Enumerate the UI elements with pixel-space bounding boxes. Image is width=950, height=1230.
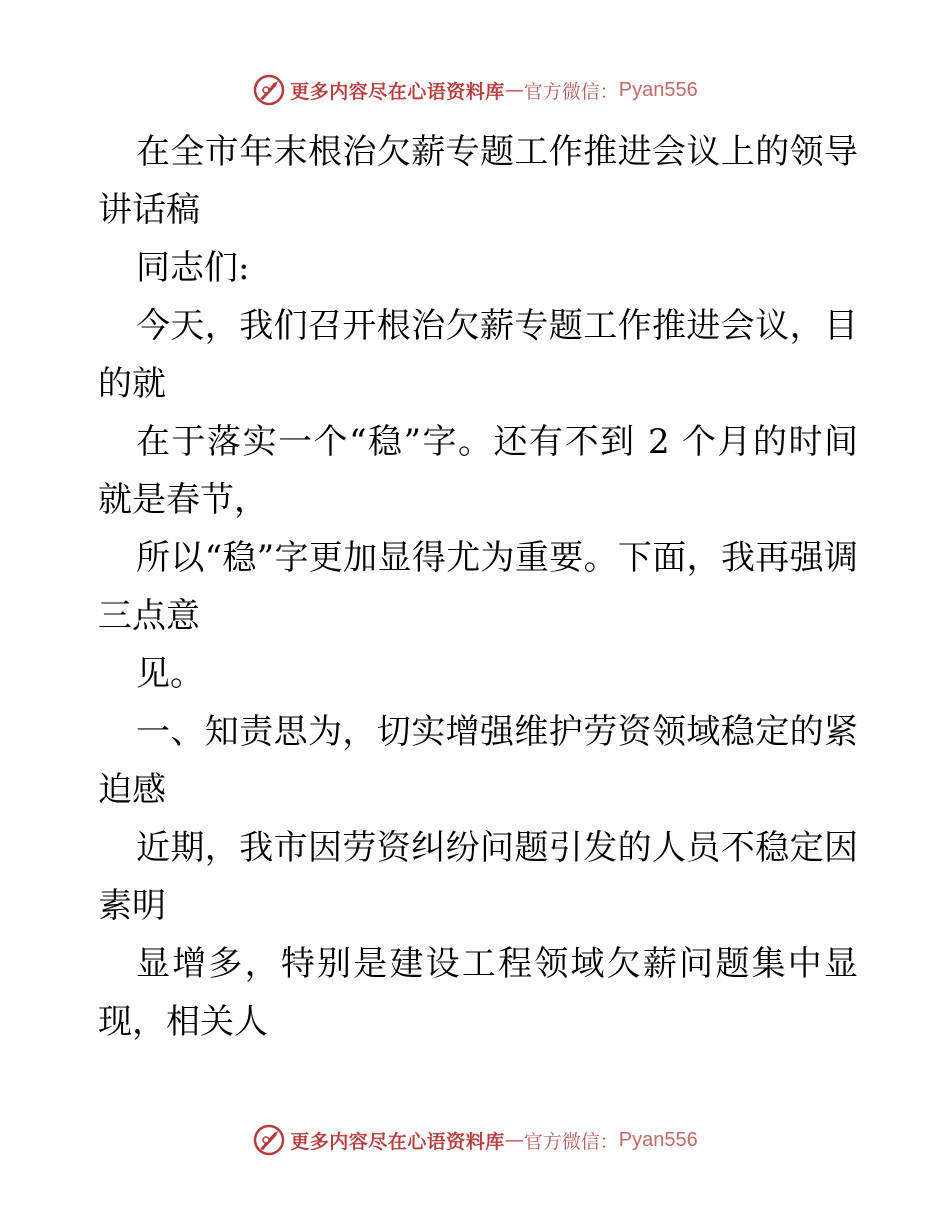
paragraph: 所以“稳”字更加显得尤为重要。下面，我再强调三点意 (98, 538, 858, 636)
document-title: 在全市年末根治欠薪专题工作推进会议上的领导讲话稿 (98, 132, 858, 230)
banner-wechat-id: Pyan556 (618, 1128, 698, 1151)
quill-logo-icon (252, 73, 286, 107)
section-heading: 一、知责思为，切实增强维护劳资领域稳定的紧迫感 (98, 712, 858, 810)
paragraph: 近期，我市因劳资纠纷问题引发的人员不稳定因素明 (98, 828, 858, 926)
paragraph: 在于落实一个“稳”字。还有不到 2 个月的时间就是春节， (98, 422, 858, 520)
banner-wechat-label: 官方微信： (523, 80, 619, 103)
paragraph: 显增多，特别是建设工程领域欠薪问题集中显现，相关人 (98, 944, 858, 1042)
paragraph: 今天，我们召开根治欠薪专题工作推进会议，目的就 (98, 306, 858, 404)
footer-banner (0, 1120, 950, 1160)
document-body (98, 123, 858, 1051)
banner-wechat-label: 官方微信： (523, 1130, 619, 1153)
banner-wechat-id: Pyan556 (618, 78, 698, 101)
header-banner (0, 70, 950, 110)
quill-logo-icon (252, 1123, 286, 1157)
banner-title: 更多内容尽在心语资料库 (290, 80, 505, 103)
salutation: 同志们: (136, 248, 250, 288)
banner-separator: — (504, 1129, 524, 1151)
banner-separator: — (504, 79, 524, 101)
banner-title: 更多内容尽在心语资料库 (290, 1130, 505, 1153)
paragraph: 见。 (136, 654, 204, 694)
